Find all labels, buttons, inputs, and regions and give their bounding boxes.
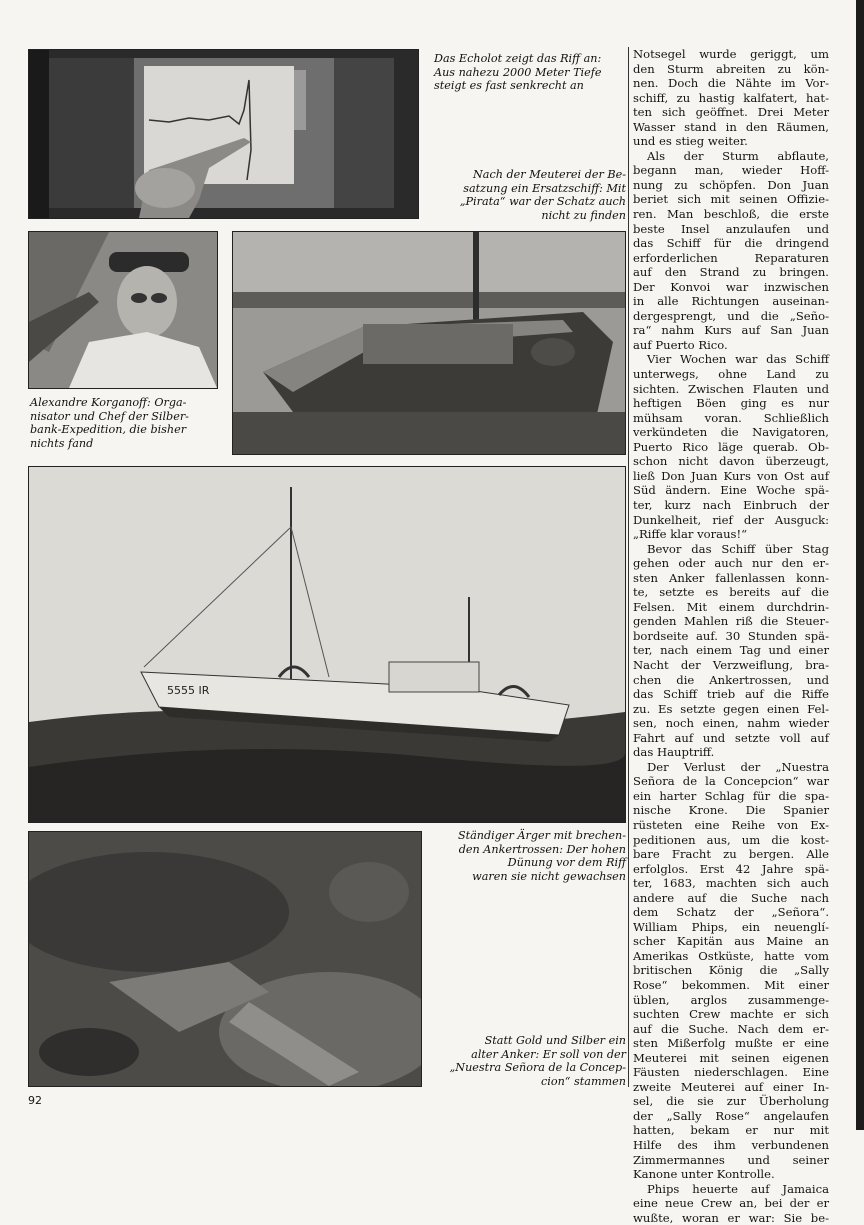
article-line: Süd ändern. Eine Woche spä- [633,483,829,498]
article-line: Hilfe des ihm verbundenen [633,1138,829,1153]
article-line: bordseite auf. 30 Stunden spä- [633,628,829,643]
article-line: „Riffe klar voraus!“ [633,527,748,542]
article-line: Vier Wochen war das Schiff [647,352,829,367]
article-line: ter, kurz nach Einbruch der [633,497,829,512]
caption-line: „Nuestra Señora de la Concep- [449,1061,626,1074]
article-line: Kanone unter Kontrolle. [633,1167,775,1182]
article-line: te, setzte es bereits auf die [633,585,829,600]
article-line: Der Konvoi war inzwischen [633,279,829,294]
article-line: ter, 1683, machten sich auch [633,876,829,891]
article-line: wußte, woran er war: Sie be- [633,1210,829,1225]
caption-echolot [434,52,602,93]
article-line: sten Anker fallenlassen konn- [633,570,829,585]
caption-line: Alexandre Korganoff: Orga- [30,396,187,409]
article-line: Felsen. Mit einem durchdrin- [633,599,829,614]
article-line: das Hauptriff. [633,745,715,760]
caption-line: steigt es fast senkrecht an [434,79,584,92]
article-line: sten Mißerfolg mußte er eine [633,1036,829,1051]
article-line: das Schiff trieb auf die Riffe [633,687,829,702]
article-line: Bevor das Schiff über Stag [647,541,829,556]
caption-line: bank-Expedition, die bisher [30,423,187,436]
article-line: ren. Man beschloß, die erste [633,207,829,222]
article-line: sichten. Zwischen Flauten und [633,381,829,396]
caption-line: Ständiger Ärger mit brechen- [457,829,626,842]
article-line: britischen König die „Sally [633,963,829,978]
caption-line: Aus nahezu 2000 Meter Tiefe [434,65,602,79]
article-line: Zimmermannes und seiner [633,1152,829,1167]
article-line: dergesprengt, und die „Seño- [633,308,829,323]
column-divider [628,47,629,1087]
article-line: rüsteten eine Reihe von Ex- [633,817,829,832]
article-line: sel, die sie zur Überholung [633,1094,829,1109]
caption-korganoff [30,396,189,450]
caption-line: Statt Gold und Silber ein [484,1034,626,1047]
article-line: Als der Sturm abflaute, [647,148,829,163]
anchor-underwater-photo [28,831,422,1087]
article-line: auf die Suche. Nach dem er- [633,1021,829,1036]
article-line: zweite Meuterei auf einer In- [633,1079,829,1094]
article-line: nen. Doch die Nähte im Vor- [633,76,829,91]
article-line: den Sturm abreiten zu kön- [633,61,829,76]
article-line: Meuterei mit seinen eigenen [633,1050,829,1065]
caption-anker [428,1034,626,1088]
caption-line: nichts fand [30,436,94,450]
article-line: Señora de la Concepcion“ war [633,774,829,789]
caption-line: alter Anker: Er soll von der [471,1047,626,1061]
caption-line: cion“ stammen [540,1074,626,1088]
caption-line: „Pirata“ war der Schatz auch [459,195,626,208]
article-line: William Phips, ein neuenglí- [633,919,829,934]
article-line: eine neue Crew an, bei der er [633,1196,829,1211]
article-line: schon nicht davon überzeugt, [633,454,829,469]
article-line: schiff, zu hastig kalfatert, hat- [633,90,829,105]
article-line: dem Schatz der „Señora“. [633,905,829,920]
article-line: Nacht der Verzweiflung, bra- [633,657,829,672]
article-line: und es stieg weiter. [633,134,748,149]
caption-line: den Ankertrossen: Der hohen [458,842,626,856]
article-line: Dunkelheit, rief der Ausguck: [633,512,829,527]
article-line: auf Puerto Rico. [633,337,728,352]
harbor-boat-photo [232,231,626,455]
article-line: heftigen Böen ging es nur [633,396,829,411]
article-line: erfolglos. Erst 42 Jahre spä- [633,861,829,876]
article-line: erforderlichen Reparaturen [633,250,829,265]
article-column [633,47,829,1225]
article-line: gehen oder auch nur den er- [633,556,829,571]
caption-line: Das Echolot zeigt das Riff an: [434,52,602,65]
article-line: üblen, arglos zusammenge- [633,992,829,1007]
article-line: Puerto Rico läge querab. Ob- [633,439,829,454]
trawler-at-sea-photo [28,466,626,823]
caption-line: nisator und Chef der Silber- [30,409,189,423]
article-line: nung zu schöpfen. Don Juan [633,177,829,192]
article-line: beriet sich mit seinen Offizie- [633,192,829,207]
article-line: suchten Crew machte er sich [633,1007,829,1022]
article-line: unterwegs, ohne Land zu [633,367,829,382]
article-line: Amerikas Ostküste, hatte vom [633,948,829,963]
article-line: beste Insel anzulaufen und [633,221,829,236]
article-line: ra“ nahm Kurs auf San Juan [633,323,829,338]
caption-line: Nach der Meuterei der Be- [473,168,626,181]
article-line: Fahrt auf und setzte voll auf [633,730,829,745]
caption-line: Dünung vor dem Riff [507,856,626,869]
article-line: Rose“ bekommen. Mit einer [633,978,829,992]
article-line: ein harter Schlag für die spa- [633,788,829,803]
caption-meuterei [440,168,626,222]
article-line: mühsam voran. Schließlich [633,410,829,425]
page-number: 92 [28,1094,42,1107]
article-line: Notsegel wurde geriggt, um [633,47,829,61]
article-line: bare Fracht zu bergen. Alle [633,847,829,862]
article-line: ließ Don Juan Kurs von Ost auf [633,468,829,483]
article-line: zu. Es setzte gegen einen Fel- [633,701,829,716]
article-line: scher Kapitän aus Maine an [633,934,829,949]
article-line: genden Mahlen riß die Steuer- [633,614,829,629]
article-line: der „Sally Rose“ angelaufen [633,1108,829,1123]
caption-line: waren sie nicht gewachsen [472,869,626,883]
article-line: ten sich geöffnet. Drei Meter [633,105,829,120]
echosounder-photo [28,49,419,219]
article-line: auf den Strand zu bringen. [633,265,829,280]
article-line: Der Verlust der „Nuestra [647,759,829,774]
caption-line: nicht zu finden [541,208,626,222]
article-line: in alle Richtungen auseinan- [633,294,829,309]
article-line: Fäusten niederschlagen. Eine [633,1065,829,1080]
article-line: Phips heuerte auf Jamaica [647,1181,829,1196]
article-line: sen, noch einen, nahm wieder [633,716,829,731]
article-line: das Schiff für die dringend [633,236,829,251]
article-line: nische Krone. Die Spanier [633,803,829,818]
article-line: ter, nach einem Tag und einer [633,643,829,658]
article-line: andere auf die Suche nach [633,890,829,905]
caption-ankertrossen [428,829,626,883]
boat-hull-number: 5555 IR [167,684,210,697]
article-line: hatten, bekam er nur mit [633,1123,829,1138]
page-edge [856,0,864,1130]
caption-line: satzung ein Ersatzschiff: Mit [463,181,626,195]
article-line: peditionen aus, um die kost- [633,832,829,847]
article-line: chen die Ankertrossen, und [633,672,829,687]
article-line: begann man, wieder Hoff- [633,163,829,178]
korganoff-portrait-photo [28,231,218,389]
article-line: Wasser stand in den Räumen, [633,119,829,134]
article-line: verkündeten die Navigatoren, [633,425,829,440]
